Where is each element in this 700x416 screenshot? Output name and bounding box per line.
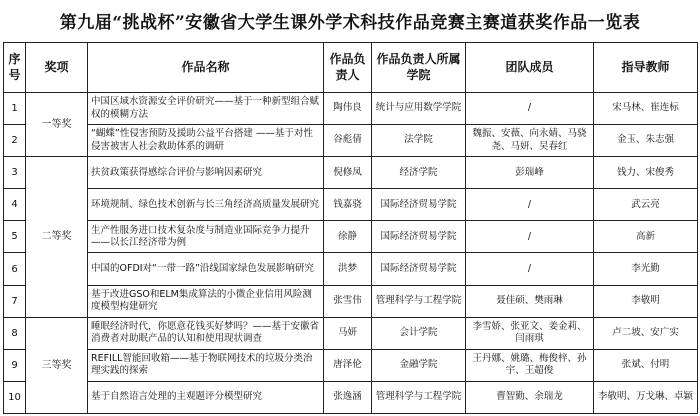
work-name: 环境规制、绿色技术创新与长三角经济高质量发展研究 [88, 189, 324, 221]
row-index: 8 [4, 317, 26, 349]
table-row [4, 221, 698, 253]
table-row [4, 317, 698, 349]
header-leader: 作品负责人 [324, 43, 372, 93]
table-row [4, 285, 698, 317]
college: 金融学院 [372, 349, 466, 381]
team-members: / [466, 93, 594, 125]
work-name: 扶贫政策获得感综合评价与影响因素研究 [88, 157, 324, 189]
row-index: 7 [4, 285, 26, 317]
work-name: 基于改进GSO和ELM集成算法的小微企业信用风险测度模型构建研究 [88, 285, 324, 317]
college: 法学院 [372, 125, 466, 157]
row-index: 2 [4, 125, 26, 157]
college: 管理科学与工程学院 [372, 381, 466, 413]
work-name: 基于自然语言处理的主观题评分模型研究 [88, 381, 324, 413]
row-index: 6 [4, 253, 26, 285]
advisor: 高新 [594, 221, 698, 253]
table-row [4, 125, 698, 157]
advisor: 武云亮 [594, 189, 698, 221]
advisor: 李敬明 [594, 285, 698, 317]
advisor: 卢二坡、安广实 [594, 317, 698, 349]
advisor: 钱力、宋俊秀 [594, 157, 698, 189]
leader: 谷彪倩 [324, 125, 372, 157]
team-members: 李雪娇、张亚文、姜金莉、闫雨琪 [466, 317, 594, 349]
table-row [4, 189, 698, 221]
work-name: “蝴蝶”性侵害预防及援助公益平台搭建 ——基于对性侵害被害人社会救助体系的调研 [88, 125, 324, 157]
header-index: 序号 [4, 43, 26, 93]
row-index: 3 [4, 157, 26, 189]
row-index: 10 [4, 381, 26, 413]
college: 管理科学与工程学院 [372, 285, 466, 317]
team-members: / [466, 189, 594, 221]
work-name: 生产性服务进口技术复杂度与制造业国际竞争力提升——以长江经济带为例 [88, 221, 324, 253]
team-members: 聂佳硕、樊雨琳 [466, 285, 594, 317]
row-index: 9 [4, 349, 26, 381]
leader: 唐泽伦 [324, 349, 372, 381]
college: 经济学院 [372, 157, 466, 189]
college: 统计与应用数学学院 [372, 93, 466, 125]
row-index: 4 [4, 189, 26, 221]
page-title: 第九届“挑战杯”安徽省大学生课外学术科技作品竞赛主赛道获奖作品一览表 [59, 12, 641, 33]
header-college: 作品负责人所属学院 [372, 43, 466, 93]
work-name: 中国区域水资源安全评价研究——基于一种新型组合赋权的模糊方法 [88, 93, 324, 125]
college: 国际经济贸易学院 [372, 253, 466, 285]
row-index: 5 [4, 221, 26, 253]
leader: 张逸涵 [324, 381, 372, 413]
team-members: / [466, 221, 594, 253]
table-row [4, 381, 698, 413]
advisor: 宋马林、崔连标 [594, 93, 698, 125]
header-advisor: 指导教师 [594, 43, 698, 93]
tier-first: 一等奖 [26, 93, 88, 157]
table-row [4, 253, 698, 285]
header-tier: 奖项 [26, 43, 88, 93]
advisor: 李敬明、万戈琳、卓颖 [594, 381, 698, 413]
work-name: REFILL智能回收箱——基于物联网技术的垃圾分类治理实践的探索 [88, 349, 324, 381]
header-row [4, 43, 698, 93]
table-row [4, 349, 698, 381]
table-row [4, 157, 698, 189]
college: 会计学院 [372, 317, 466, 349]
team-members: 王丹娜、姚璐、梅俊梓、孙宇、王超俊 [466, 349, 594, 381]
tier-third: 三等奖 [26, 317, 88, 413]
college: 国际经济贸易学院 [372, 221, 466, 253]
leader: 张雪伟 [324, 285, 372, 317]
work-name: 中国的OFDI对“一带一路”沿线国家绿色发展影响研究 [88, 253, 324, 285]
team-members: 魏振、安薇、向永婧、马骁尧、马妍、吴春红 [466, 125, 594, 157]
leader: 陶伟良 [324, 93, 372, 125]
leader: 钱嘉骁 [324, 189, 372, 221]
team-members: / [466, 253, 594, 285]
header-work: 作品名称 [88, 43, 324, 93]
advisor: 张斌、付明 [594, 349, 698, 381]
team-members: 彭瑞峰 [466, 157, 594, 189]
row-index: 1 [4, 93, 26, 125]
awards-table [3, 42, 698, 414]
leader: 倪修凤 [324, 157, 372, 189]
work-name: 睡眠经济时代，你愿意花钱买好梦吗？——基于安徽省消费者对助眠产品的认知和使用现状调查 [88, 317, 324, 349]
advisor: 李光勤 [594, 253, 698, 285]
college: 国际经济贸易学院 [372, 189, 466, 221]
leader: 徐静 [324, 221, 372, 253]
table-row [4, 93, 698, 125]
team-members: 曹智勤、余瑞龙 [466, 381, 594, 413]
advisor: 金玉、朱志强 [594, 125, 698, 157]
leader: 洪梦 [324, 253, 372, 285]
tier-second: 二等奖 [26, 157, 88, 317]
header-team: 团队成员 [466, 43, 594, 93]
leader: 马妍 [324, 317, 372, 349]
